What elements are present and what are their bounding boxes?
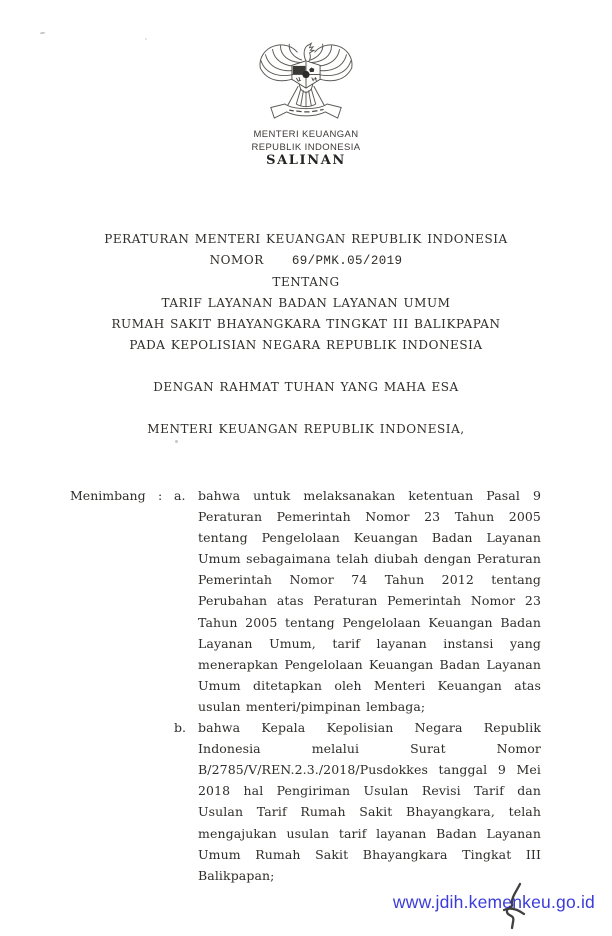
garuda-pancasila-emblem [250, 38, 362, 126]
subject-line-3: PADA KEPOLISIAN NEGARA REPUBLIK INDONESIA [129, 338, 483, 352]
ministry-name-line: MENTERI KEUANGAN [253, 129, 359, 140]
preamble-section [0, 377, 612, 440]
considerations-section [0, 485, 612, 886]
scan-speck [145, 38, 147, 40]
subject-line-2: RUMAH SAKIT BHAYANGKARA TINGKAT III BALIKPAPAN [111, 317, 501, 331]
regulation-number-line [0, 250, 612, 272]
tentang-label: TENTANG [272, 275, 340, 289]
menimbang-colon: : [158, 488, 163, 503]
nomor-value: 69/PMK.05/2019 [291, 254, 403, 268]
consideration-item-a [174, 485, 541, 717]
item-marker: b. [174, 720, 186, 736]
consideration-item-b [174, 717, 541, 886]
regulation-title-block [0, 229, 612, 356]
document-header [0, 0, 612, 168]
jdih-watermark-url: www.jdih.kemenkeu.go.id [392, 892, 595, 912]
pen-scribble-mark [501, 882, 529, 930]
item-text: bahwa Kepala Kepolisian Negara Republik Indonesia melalui Surat Nomor B/2785/V/REN.2.3./2018/Pusdokkes tanggal 9 Mei 2018 hal Pengiriman Usulan Revisi Tarif dan Usulan Tarif Rumah Sakit Bhayangkara, telah mengajukan usulan tarif layanan Badan Layanan Umum Rumah Sakit Bhayangkara Tingkat III Balikpapan; [198, 720, 541, 883]
regulation-title-line: PERATURAN MENTERI KEUANGAN REPUBLIK INDONESIA [104, 232, 508, 246]
item-text: bahwa untuk melaksanakan ketentuan Pasal 9 Peraturan Pemerintah Nomor 23 Tahun 2005 tentang Pengelolaan Keuangan Badan Layanan Umum sebagaimana telah diubah dengan Peraturan Pemerintah Nomor 74 Tahun 2012 tentang Perubahan atas Peraturan Pemerintah Nomor 23 Tahun 2005 tentang Pengelolaan Keuangan Badan Layanan Umum, tarif layanan instansi yang menerapkan Pengelolaan Keuangan Badan Layanan Umum ditetapkan oleh Menteri Keuangan atas usulan menteri/pimpinan lembaga; [198, 488, 541, 714]
considerations-list [174, 485, 541, 886]
nomor-label: NOMOR [209, 253, 264, 267]
copy-stamp-label: SALINAN [266, 153, 346, 168]
scan-speck [175, 440, 178, 443]
menimbang-label: Menimbang [70, 488, 146, 503]
ministry-country-line: REPUBLIK INDONESIA [251, 141, 361, 153]
subject-line-1: TARIF LAYANAN BADAN LAYANAN UMUM [161, 296, 451, 310]
authority-line: MENTERI KEUANGAN REPUBLIK INDONESIA, [147, 422, 465, 436]
item-marker: a. [174, 488, 186, 503]
invocation-line: DENGAN RAHMAT TUHAN YANG MAHA ESA [153, 380, 459, 394]
